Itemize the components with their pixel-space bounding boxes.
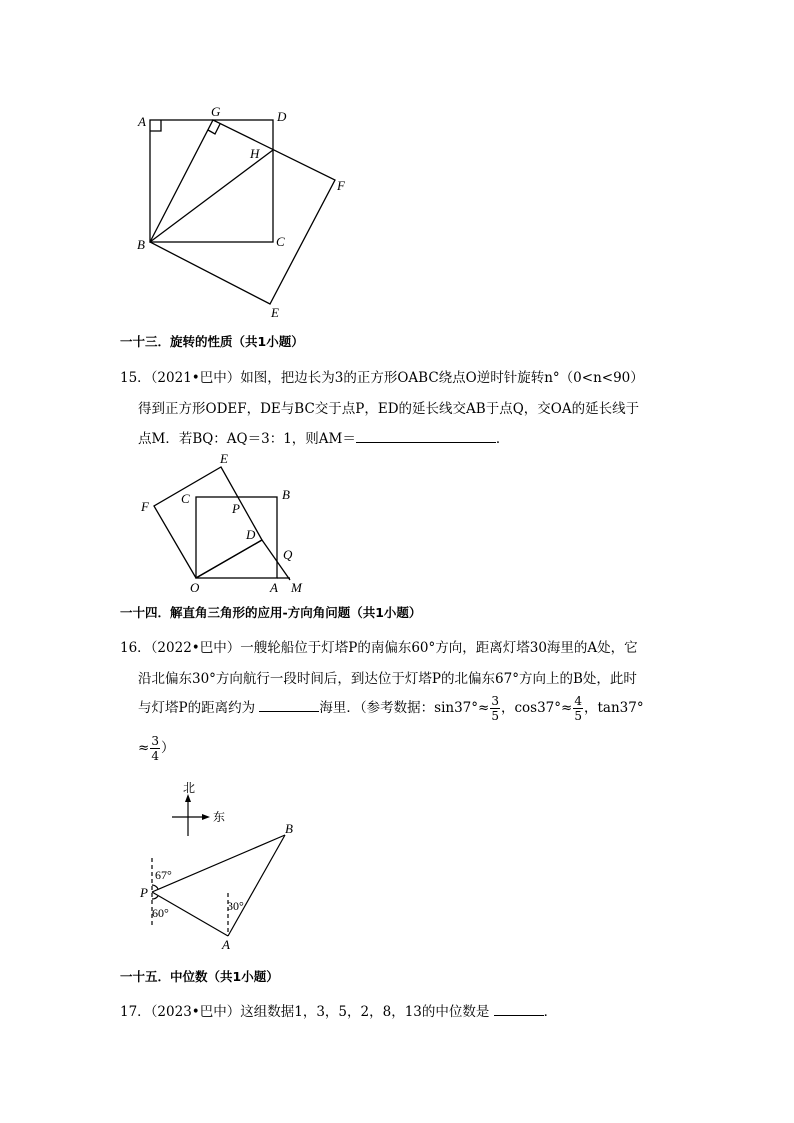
arrow-north-icon: [185, 794, 191, 802]
label-d: D: [277, 109, 287, 124]
segment-od: [196, 540, 262, 578]
sin-fraction: $\frac{3}{5}$: [491, 694, 499, 723]
cos-fraction: $\frac{4}{5}$: [574, 694, 582, 723]
label-b3: B: [285, 821, 293, 836]
label-q2: Q: [283, 547, 293, 562]
label-m2: M: [291, 580, 302, 595]
figure-square-rotation: [130, 100, 360, 320]
q16-line4: [138, 734, 174, 763]
label-b2: B: [282, 487, 290, 502]
cos-label: ，cos37°≈: [500, 700, 573, 716]
label-p3: P: [140, 885, 148, 900]
angle-arc-67: [152, 885, 158, 889]
figure-rotated-square: [135, 448, 315, 598]
q16-line3: [138, 694, 644, 723]
label-o2: O: [190, 580, 200, 595]
q15-answer-blank[interactable]: [356, 428, 496, 443]
square-odef: [154, 467, 262, 578]
label-g: G: [211, 104, 221, 119]
label-c: C: [276, 234, 285, 249]
section-13-title: 一十三．旋转的性质（共1小题）: [120, 334, 304, 349]
square-bgfe: [150, 120, 335, 304]
q16-line4-end: ）: [160, 740, 175, 756]
q16-line1: 16．（2022•巴中）一艘轮船位于灯塔P的南偏东60°方向，距离灯塔30海里的A处，它: [120, 640, 638, 656]
label-e2: E: [220, 451, 228, 466]
section-14-title: 一十四．解直角三角形的应用-方向角问题（共1小题）: [120, 605, 422, 620]
label-a3: A: [222, 937, 230, 952]
arrow-east-icon: [202, 814, 210, 820]
q15-line3-text: 点M．若BQ：AQ＝3：1，则AM＝: [138, 431, 356, 447]
right-angle-a: [150, 120, 161, 131]
section-15-title: 一十五．中位数（共1小题）: [120, 969, 279, 984]
q16-line3-ref: 海里．（参考数据：sin37°≈: [319, 700, 490, 716]
label-p2: P: [232, 501, 240, 516]
q16-line2: 沿北偏东30°方向航行一段时间后，到达位于灯塔P的北偏东67°方向上的B处，此时: [138, 671, 637, 687]
q17-text: 17．（2023•巴中）这组数据1，3，5，2，8，13的中位数是: [120, 1004, 490, 1020]
label-east: 东: [213, 810, 226, 824]
q17-line1: [120, 1000, 557, 1020]
segment-ab: [228, 835, 285, 936]
square-abcd: [150, 120, 273, 242]
angle-arc-60: [152, 896, 158, 899]
label-h: H: [250, 146, 260, 161]
label-f: F: [337, 178, 345, 193]
label-f2: F: [141, 499, 149, 514]
label-b: B: [137, 237, 145, 252]
q16-line3-text: 与灯塔P的距离约为: [138, 700, 256, 716]
label-d2: D: [246, 527, 256, 542]
angle-67-label: 67°: [155, 868, 172, 882]
label-e: E: [271, 305, 279, 320]
tan-label: ，tan37°: [583, 700, 644, 716]
label-north: 北: [183, 781, 196, 795]
label-c2: C: [181, 491, 190, 506]
q15-line3-end: ．: [495, 431, 510, 447]
approx-sign: ≈: [138, 740, 150, 756]
label-a: A: [138, 114, 146, 129]
q15-line1: 15．（2021•巴中）如图，把边长为3的正方形OABC绕点O逆时针旋转n°（0<n<90）: [120, 370, 644, 386]
tan-fraction: $\frac{3}{4}$: [151, 734, 159, 763]
q16-answer-blank[interactable]: [259, 697, 319, 712]
q15-line2: 得到正方形ODEF，DE与BC交于点P，ED的延长线交AB于点Q，交OA的延长线于: [138, 401, 640, 417]
segment-bh: [150, 150, 273, 242]
label-a2: A: [270, 580, 278, 595]
figure-direction-angle: [135, 775, 310, 955]
segment-pb: [152, 835, 285, 892]
q17-answer-blank[interactable]: [494, 1001, 544, 1016]
q15-line3: [138, 427, 509, 447]
angle-30-label: 30°: [227, 899, 244, 913]
q17-end: ．: [543, 1004, 558, 1020]
angle-60-label: 60°: [152, 906, 169, 920]
